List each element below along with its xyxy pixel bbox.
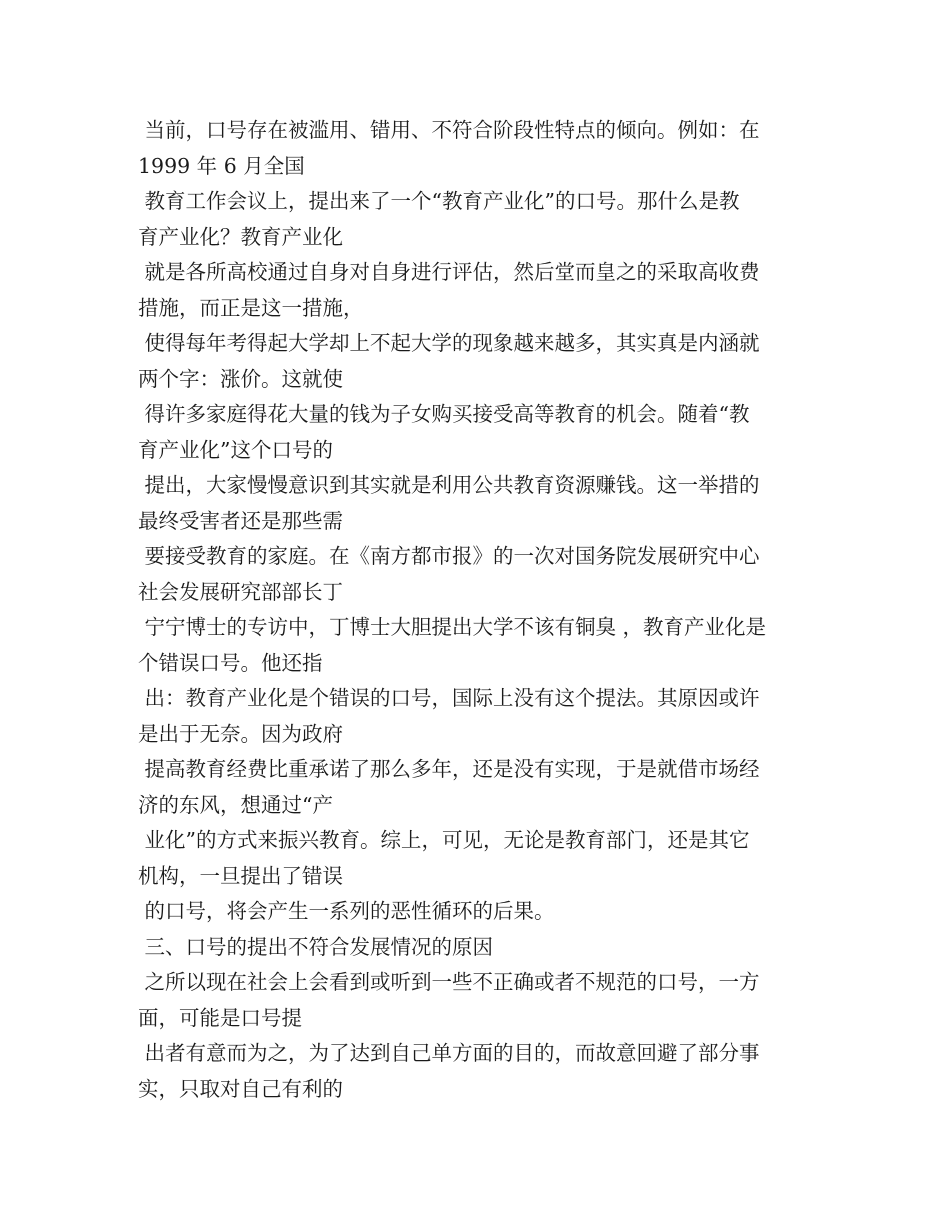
text-line: 的口号，将会产生一系列的恶性循环的后果。 [138,899,555,923]
text-line: 社会发展研究部部长丁 [138,579,343,604]
text-line: 就是各所高校通过自身对自身进行评估，然后堂而皇之的采取高收费 [138,260,760,284]
text-line: 要接受教育的家庭。在《南方都市报》的一次对国务院发展研究中心 [138,544,760,568]
text-line: 1999 年 6 月全国 [138,153,305,178]
text-line: 宁宁博士的专访中，丁博士大胆提出大学不该有铜臭 ，教育产业化是 [138,615,767,639]
text-line: 出：教育产业化是个错误的口号，国际上没有这个提法。其原因或许 [138,686,760,710]
text-line: 提高教育经费比重承诺了那么多年，还是没有实现，于是就借市场经 [138,757,760,781]
text-line: 提出，大家慢慢意识到其实就是利用公共教育资源赚钱。这一举措的 [138,473,760,497]
text-line: 业化”的方式来振兴教育。综上，可见，无论是教育部门，还是其它 [138,828,750,852]
text-line: 个错误口号。他还指 [138,650,323,675]
body-text [138,113,818,1107]
text-line: 教育工作会议上，提出来了一个“教育产业化”的口号。那什么是教 [138,189,740,213]
text-line: 是出于无奈。因为政府 [138,721,343,746]
text-line: 之所以现在社会上会看到或听到一些不正确或者不规范的口号，一方 [138,970,760,994]
text-line: 面，可能是口号提 [138,1005,302,1030]
text-line: 育产业化？教育产业化 [138,224,343,249]
text-line: 得许多家庭得花大量的钱为子女购买接受高等教育的机会。随着“教 [138,402,750,426]
section-heading: 三、口号的提出不符合发展情况的原因 [138,934,494,959]
text-line: 实，只取对自己有利的 [138,1076,343,1101]
text-line: 济的东风，想通过“产 [138,792,333,817]
text-line: 出者有意而为之，为了达到自己单方面的目的，而故意回避了部分事 [138,1041,760,1065]
text-line: 两个字：涨价。这就使 [138,366,343,391]
text-line: 当前，口号存在被滥用、错用、不符合阶段性特点的倾向。例如：在 [138,118,760,142]
text-line: 措施，而正是这一措施， [138,295,364,320]
text-line: 使得每年考得起大学却上不起大学的现象越来越多，其实真是内涵就 [138,331,760,355]
text-line: 最终受害者还是那些需 [138,508,343,533]
text-line: 机构，一旦提出了错误 [138,863,343,888]
text-line: 育产业化”这个口号的 [138,437,333,462]
